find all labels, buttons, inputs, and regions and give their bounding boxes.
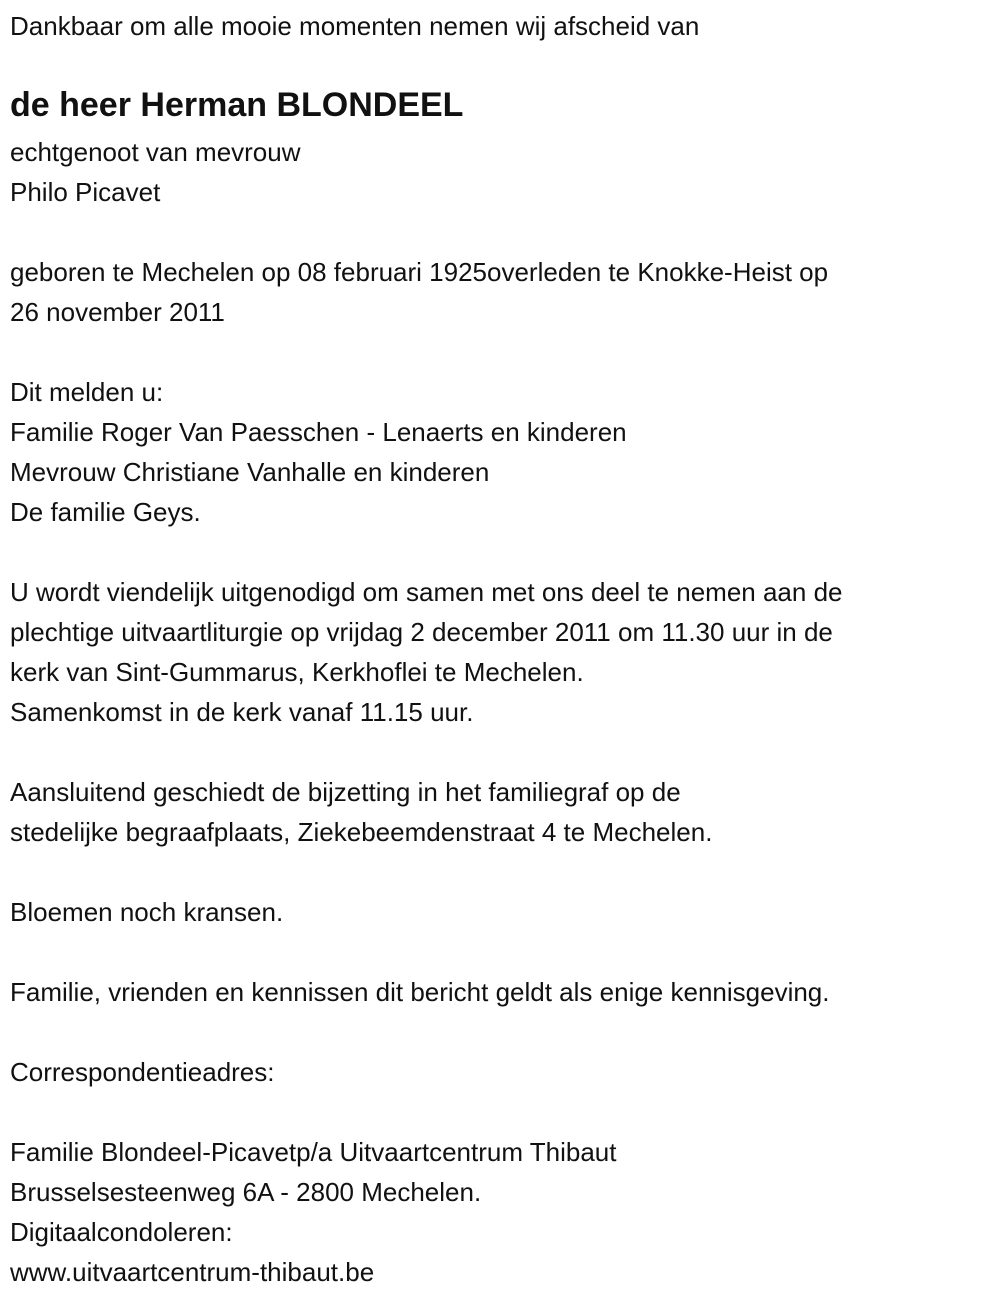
birth-death-line: 26 november 2011	[10, 297, 225, 327]
correspondence-label: Correspondentieadres:	[10, 1057, 275, 1087]
intro-text: Dankbaar om alle mooie momenten nemen wij afscheid van	[10, 11, 700, 41]
ceremony-line: U wordt viendelijk uitgenodigd om samen met ons deel te nemen aan de	[10, 577, 843, 607]
correspondence-line: Digitaalcondoleren:	[10, 1217, 233, 1247]
correspondence-line: Brusselsesteenweg 6A - 2800 Mechelen.	[10, 1177, 482, 1207]
deceased-name: de heer Herman BLONDEEL	[10, 86, 464, 124]
correspondence-line: Familie Blondeel-Picavetp/a Uitvaartcentrum Thibaut	[10, 1137, 617, 1167]
ceremony-line: plechtige uitvaartliturgie op vrijdag 2 december 2011 om 11.30 uur in de	[10, 617, 833, 647]
birth-death-line: geboren te Mechelen op 08 februari 1925overleden te Knokke-Heist op	[10, 257, 829, 287]
obituary-document	[10, 6, 995, 1292]
announcer: Mevrouw Christiane Vanhalle en kinderen	[10, 457, 490, 487]
notice-text: Familie, vrienden en kennissen dit bericht geldt als enige kennisgeving.	[10, 977, 830, 1007]
flowers-text: Bloemen noch kransen.	[10, 897, 284, 927]
ceremony-line: Samenkomst in de kerk vanaf 11.15 uur.	[10, 697, 474, 727]
announcer: De familie Geys.	[10, 497, 201, 527]
ceremony-line: kerk van Sint-Gummarus, Kerkhoflei te Mechelen.	[10, 657, 584, 687]
announcer: Familie Roger Van Paesschen - Lenaerts en kinderen	[10, 417, 627, 447]
burial-line: stedelijke begraafplaats, Ziekebeemdenstraat 4 te Mechelen.	[10, 817, 713, 847]
website-link[interactable]: www.uitvaartcentrum-thibaut.be	[10, 1257, 375, 1287]
announcers-label: Dit melden u:	[10, 377, 164, 407]
spouse-name: Philo Picavet	[10, 177, 161, 207]
burial-line: Aansluitend geschiedt de bijzetting in het familiegraf op de	[10, 777, 681, 807]
spouse-label: echtgenoot van mevrouw	[10, 137, 301, 167]
